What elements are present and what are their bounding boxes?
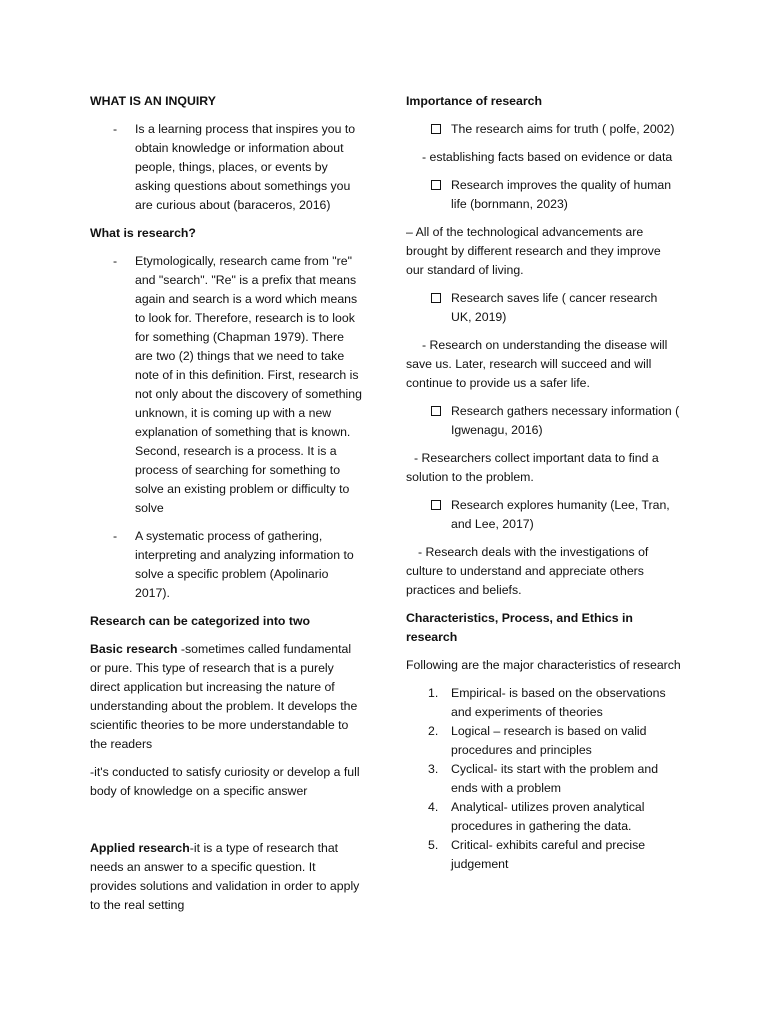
list-text: Empirical- is based on the observations and experiments of theories: [451, 686, 666, 719]
importance-point-text: The research aims for truth ( polfe, 2002): [451, 122, 675, 136]
checkbox-bullet-icon: [431, 293, 441, 303]
checkbox-bullet-icon: [431, 180, 441, 190]
importance-heading: Importance of research: [406, 94, 542, 108]
list-item: [406, 836, 681, 874]
checkbox-bullet-icon: [431, 406, 441, 416]
list-number: 1.: [428, 686, 439, 700]
importance-point-saves-life: [406, 289, 681, 327]
importance-point-text: Research improves the quality of human life (bornmann, 2023): [451, 178, 672, 211]
importance-note: - Research on understanding the disease will save us. Later, research will succeed and will continue to provide us a safer life.: [406, 338, 668, 390]
applied-research-text: -it is a type of research that needs an answer to a specific question. It provides solutions and validation in order to apply to the real setting: [90, 841, 360, 912]
categorized-heading: Research can be categorized into two: [90, 614, 311, 628]
importance-note: - Research deals with the investigations of culture to understand and appreciate others practices and beliefs.: [406, 545, 649, 597]
list-item: [406, 722, 681, 760]
characteristics-intro: Following are the major characteristics of research: [406, 658, 681, 672]
list-number: 5.: [428, 838, 439, 852]
research-heading: What is research?: [90, 226, 196, 240]
list-item: [406, 798, 681, 836]
importance-point-text: Research gathers necessary information ( Igwenagu, 2016): [451, 404, 680, 437]
importance-note: - Researchers collect important data to find a solution to the problem.: [406, 451, 659, 484]
list-text: Analytical- utilizes proven analytical procedures in gathering the data.: [451, 800, 645, 833]
basic-research-text: -sometimes called fundamental or pure. This type of research that is a purely direct application but increasing the nature of understanding about the problem. It develops the scientific theories to be more understandable to the readers: [90, 642, 358, 751]
checkbox-bullet-icon: [431, 500, 441, 510]
inquiry-definition-item: - Is a learning process that inspires you to obtain knowledge or information about people, things, places, or events by asking questions about somethings you are curious about (baraceros, 2016): [90, 120, 365, 215]
list-number: 3.: [428, 762, 439, 776]
characteristics-list: [406, 684, 681, 874]
applied-research-label: Applied research: [90, 841, 190, 855]
left-column: [90, 92, 365, 924]
checkbox-bullet-icon: [431, 124, 441, 134]
importance-note: – All of the technological advancements are brought by different research and they improve our standard of living.: [406, 225, 661, 277]
list-text: Critical- exhibits careful and precise judgement: [451, 838, 646, 871]
list-text: Logical – research is based on valid procedures and principles: [451, 724, 647, 757]
inquiry-heading: WHAT IS AN INQUIRY: [90, 94, 216, 108]
importance-point-information: [406, 402, 681, 440]
research-etymology-item: - Etymologically, research came from "re" and "search". "Re" is a prefix that means again and search is a word which means to look for. Therefore, research is to look for something (Chapman 1979). There are two (2) things that we need to take note of in this definition. First, research is not only about the discovery of something unknown, it is coming up with a new explanation of something that is known. Second, research is a process. It is a process of searching for something to solve an existing problem or difficulty to solve: [90, 252, 365, 518]
list-item: [406, 760, 681, 798]
importance-point-quality: [406, 176, 681, 214]
importance-point-text: Research saves life ( cancer research UK, 2019): [451, 291, 658, 324]
characteristics-heading: Characteristics, Process, and Ethics in research: [406, 611, 633, 644]
basic-research-note: -it's conducted to satisfy curiosity or develop a full body of knowledge on a specific answer: [90, 765, 360, 798]
right-column: [406, 92, 681, 874]
list-text: Cyclical- its start with the problem and ends with a problem: [451, 762, 659, 795]
importance-point-text: Research explores humanity (Lee, Tran, and Lee, 2017): [451, 498, 670, 531]
applied-research-paragraph: [90, 839, 365, 915]
research-systematic-item: - A systematic process of gathering, interpreting and analyzing information to solve a specific problem (Apolinario 2017).: [90, 527, 365, 603]
importance-point-truth: [406, 120, 681, 139]
list-item: [406, 684, 681, 722]
importance-point-humanity: [406, 496, 681, 534]
basic-research-paragraph: [90, 640, 365, 754]
basic-research-label: Basic research: [90, 642, 178, 656]
list-number: 4.: [428, 800, 439, 814]
importance-note: - establishing facts based on evidence or data: [422, 150, 673, 164]
list-number: 2.: [428, 724, 439, 738]
